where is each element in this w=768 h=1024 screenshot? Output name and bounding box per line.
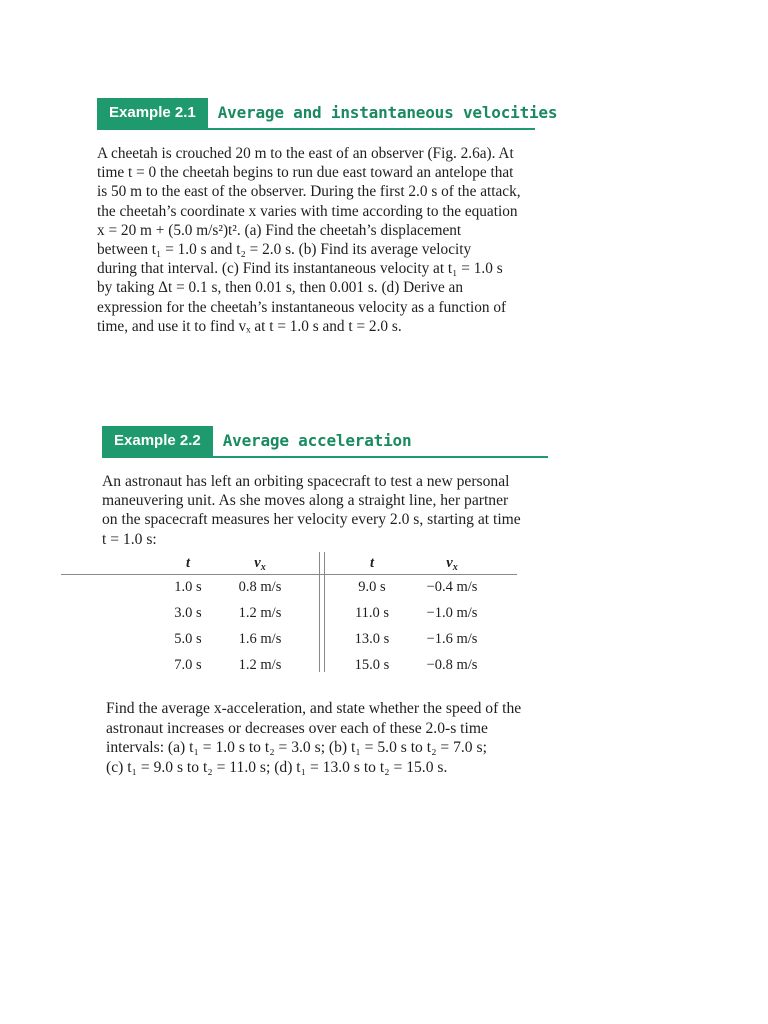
- example-paragraph: [97, 144, 533, 336]
- table-cell: 9.0 s: [358, 579, 386, 595]
- table-cell: 11.0 s: [354, 605, 390, 621]
- paragraph-line: (c) t₁ = 9.0 s to t₂ = 11.0 s; (d) t₁ = 13.0 s to t₂ = 15.0 s.: [106, 758, 448, 776]
- table-cell: 5.0 s: [174, 631, 202, 647]
- example-header: [97, 98, 558, 130]
- example-question: [106, 699, 552, 777]
- paragraph-line: maneuvering unit. As she moves along a straight line, her partner: [102, 492, 509, 510]
- table-cell: 7.0 s: [174, 657, 202, 673]
- table-cell: 1.0 s: [174, 579, 202, 595]
- table-cell: −0.8 m/s: [426, 657, 478, 673]
- table-cell: 1.2 m/s: [238, 605, 282, 621]
- paragraph-line: astronaut increases or decreases over each of these 2.0-s time: [106, 719, 488, 737]
- table-header-cell: $v_x$: [254, 555, 266, 573]
- table-cell: 0.8 m/s: [238, 579, 282, 595]
- example-2-1: [97, 98, 558, 336]
- paragraph-line: intervals: (a) t₁ = 1.0 s to t₂ = 3.0 s; (b) t₁ = 5.0 s to t₂ = 7.0 s;: [106, 739, 487, 756]
- table-row: [61, 601, 517, 627]
- table-row: [61, 627, 517, 653]
- table-cell: −1.6 m/s: [426, 631, 478, 647]
- paragraph-line: by taking Δt = 0.1 s, then 0.01 s, then 0.001 s. (d) Derive an: [97, 279, 463, 297]
- example-intro: [102, 472, 546, 549]
- table-cell: −1.0 m/s: [426, 605, 478, 621]
- table-header-cell: t: [185, 555, 191, 571]
- example-header: [102, 426, 548, 458]
- paragraph-line: Find the average x-acceleration, and state whether the speed of the: [106, 700, 522, 717]
- velocity-table: [61, 552, 517, 679]
- table-cell: 13.0 s: [354, 631, 390, 647]
- table-cell: 3.0 s: [174, 605, 202, 621]
- paragraph-line: A cheetah is crouched 20 m to the east of an observer (Fig. 2.6a). At: [97, 145, 514, 162]
- paragraph-line: t = 1.0 s:: [102, 530, 157, 548]
- paragraph-line: between t₁ = 1.0 s and t₂ = 2.0 s. (b) Find its average velocity: [97, 241, 472, 259]
- table-cell: 15.0 s: [354, 657, 390, 673]
- example-label: Example 2.2: [102, 426, 213, 456]
- paragraph-line: An astronaut has left an orbiting spacecraft to test a new personal: [102, 473, 510, 490]
- paragraph-line: on the spacecraft measures her velocity every 2.0 s, starting at time: [102, 511, 521, 529]
- example-label: Example 2.1: [97, 98, 208, 128]
- paragraph-line: the cheetah’s coordinate x varies with time according to the equation: [97, 202, 518, 220]
- example-title: Average and instantaneous velocities: [217, 103, 558, 122]
- paragraph-line: expression for the cheetah’s instantaneous velocity as a function of: [97, 298, 507, 316]
- table-row: [61, 653, 517, 679]
- paragraph-line: during that interval. (c) Find its instantaneous velocity at t₁ = 1.0 s: [97, 260, 503, 278]
- example-2-2: [102, 426, 548, 549]
- table-cell: −0.4 m/s: [426, 579, 478, 595]
- table-header-cell: $v_x$: [446, 555, 458, 573]
- paragraph-line: time, and use it to find vₓ at t = 1.0 s and t = 2.0 s.: [97, 317, 402, 335]
- paragraph-line: x = 20 m + (5.0 m/s²)t². (a) Find the cheetah’s displacement: [97, 221, 462, 239]
- table-header-cell: t: [369, 555, 375, 571]
- table-header-row: [61, 552, 517, 575]
- table-cell: 1.6 m/s: [238, 631, 282, 647]
- example-title: Average acceleration: [222, 431, 412, 450]
- paragraph-line: time t = 0 the cheetah begins to run due east toward an antelope that: [97, 164, 514, 182]
- table-cell: 1.2 m/s: [238, 657, 282, 673]
- paragraph-line: is 50 m to the east of the observer. During the first 2.0 s of the attack,: [97, 183, 521, 201]
- table-row: [61, 575, 517, 601]
